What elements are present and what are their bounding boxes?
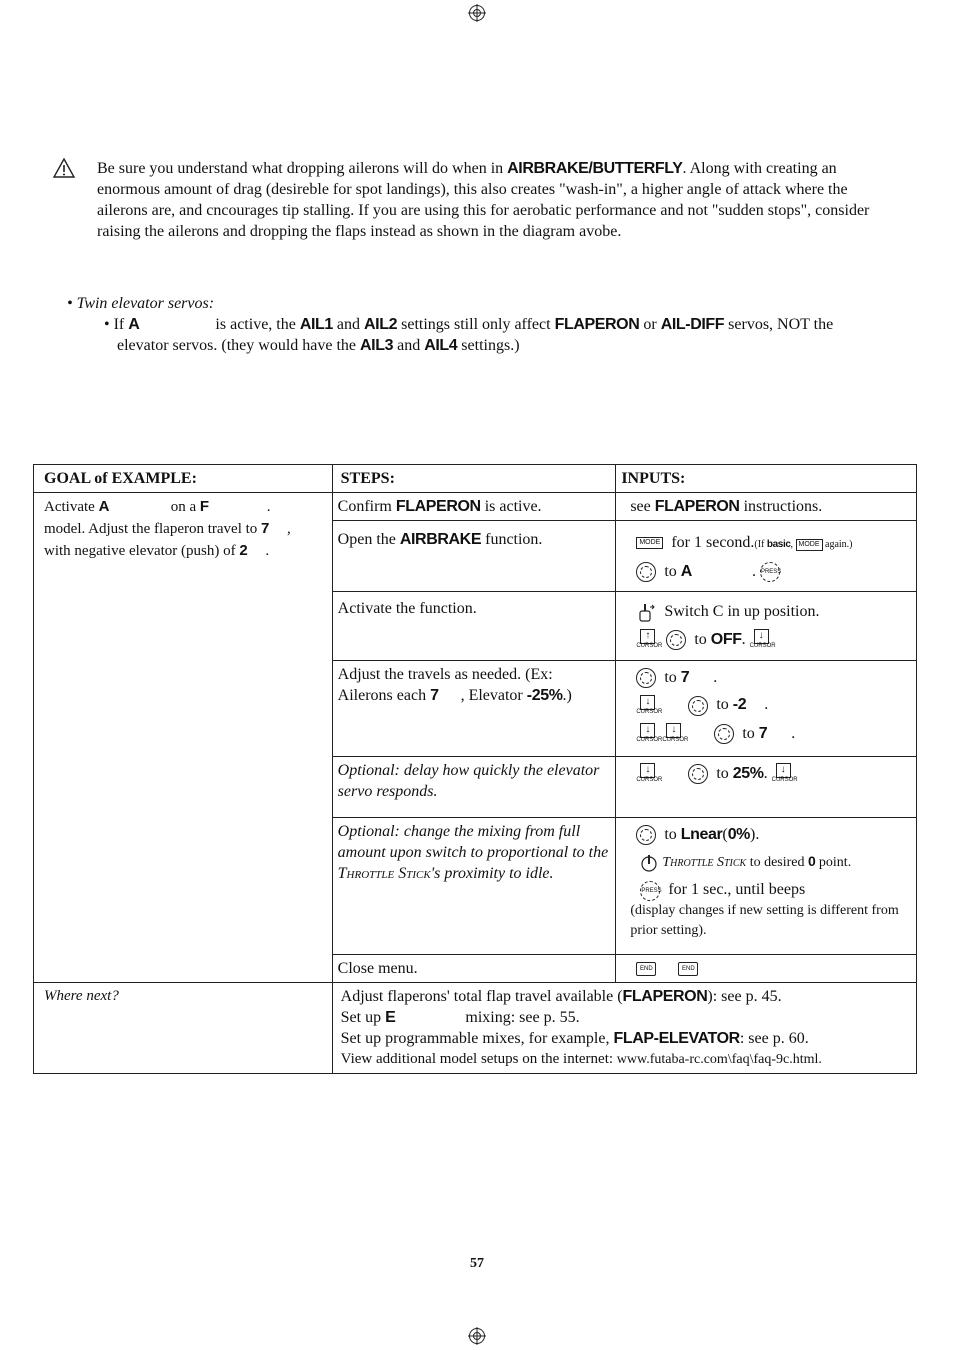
example-table [33,464,917,1074]
warning-paragraph: Be sure you understand what dropping ailerons will do when in AIRBRAKE/BUTTERFLY. Along with creating an enormous amount of drag (desireble for spot landings), this also creates "wash-in", a higher angle of attack where the ailerons are, and cncourages tip stalling. If you are using this for aerobatic performance and not "sudden stops", consider raising the ailerons and dropping the flaps instead as shown in the diagram avobe. [97,160,870,240]
dial-icon [636,562,656,582]
mode-key-icon: MODE [636,537,663,549]
end-key-icon: END [678,962,698,976]
step-adjust-travels: Adjust the travels as needed. (Ex: Ailerons each 7 , Elevator -25%.) [332,660,616,756]
cursor-down-icon: ↓ CURSOR [749,629,776,649]
input-optional-mixing: to Lnear(0%). Throttle Stick to desired 0 point. PRESS for 1 sec., until beeps (display changes if new setting is different from prior setting). [616,817,917,954]
where-next-cell: Adjust flaperons' total flap travel available (FLAPERON): see p. 45. Set up E mixing: see p. 55. Set up programmable mixes, for example, FLAP-ELEVATOR: see p. 60. View additional model setups on the internet: www.futaba-rc.com\faq\faq-9c.html. [332,982,916,1073]
registration-mark-top-icon [469,5,485,21]
end-key-icon: END [636,962,656,976]
cursor-down-icon: ↓ CURSOR [771,764,798,784]
cursor-down-icon: ↓ CURSOR [662,723,689,743]
registration-mark-bottom-icon [469,1328,485,1344]
step-close-menu: Close menu. [332,954,616,982]
dial-icon [666,630,686,650]
dial-icon [714,724,734,744]
press-icon: PRESS [640,881,660,901]
dial-icon [636,825,656,845]
step-optional-delay: Optional: delay how quickly the elevator servo responds. [332,756,616,817]
twin-elevator-line-1: • If A is active, the AIL1 and AIL2 settings still only affect FLAPERON or AIL-DIFF servos, NOT the [104,316,834,333]
switch-icon [636,603,656,623]
warning-triangle-icon [53,158,75,178]
goal-cell: Activate A on a F . model. Adjust the flaperon travel to 7 , with negative elevator (push) of 2 . [34,493,333,983]
header-steps: STEPS: [332,465,616,493]
cursor-down-icon: ↓ CURSOR [636,764,663,784]
cursor-down-icon: ↓ CURSOR [636,723,663,743]
input-open-airbrake: MODE for 1 second.(If basic, MODE again.) to A . PRESS [616,521,917,592]
press-icon: PRESS [760,562,780,582]
header-inputs: INPUTS: [616,465,917,493]
throttle-stick-icon [640,853,658,873]
table-row [34,493,917,521]
input-activate: Switch C in up position. ↑ CURSOR to OFF. ↓ CURSOR [616,592,917,661]
cursor-up-icon: ↑ CURSOR [636,629,663,649]
header-goal: GOAL of EXAMPLE: [34,465,333,493]
where-next-label: Where next? [34,982,333,1073]
dial-icon [688,696,708,716]
table-row-where-next [34,982,917,1073]
input-close-menu [616,954,917,982]
dial-icon [688,764,708,784]
page-number: 57 [470,1256,484,1271]
dial-icon [636,668,656,688]
step-optional-mixing: Optional: change the mixing from full amount upon switch to proportional to the Throttle Stick's proximity to idle. [332,817,616,954]
input-adjust-travels: to 7 . ↓ CURSOR to -2 . ↓ CURSOR ↓ CURSOR to 7 . [616,660,917,756]
step-activate: Activate the function. [332,592,616,661]
table-header-row [34,465,917,493]
mode-key-icon: MODE [796,539,823,551]
twin-elevator-line-2: elevator servos. (they would have the AIL3 and AIL4 settings.) [117,337,520,354]
step-confirm-flaperon: Confirm FLAPERON is active. [332,493,616,521]
input-optional-delay: ↓ CURSOR to 25%. ↓ CURSOR [616,756,917,817]
input-confirm-flaperon: see FLAPERON instructions. [616,493,917,521]
step-open-airbrake: Open the AIRBRAKE function. [332,521,616,592]
cursor-down-icon: ↓ CURSOR [636,695,663,715]
twin-elevator-heading: • Twin elevator servos: [67,295,215,312]
